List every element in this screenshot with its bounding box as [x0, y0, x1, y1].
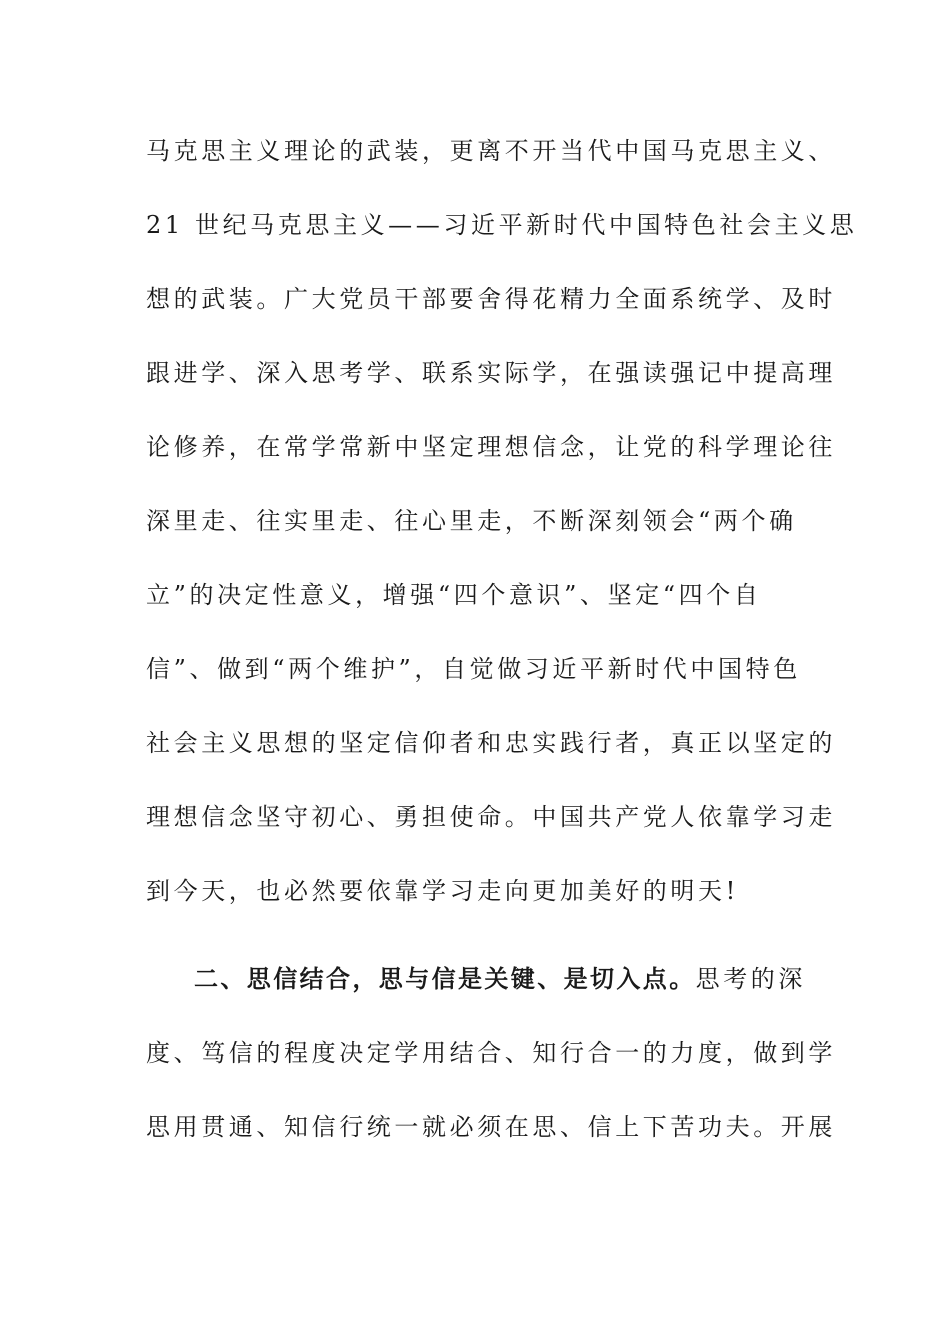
body-line-7: 立”的决定性意义，增强“四个意识”、坚定“四个自	[146, 581, 762, 609]
body-line-4: 跟进学、深入思考学、联系实际学，在强读强记中提高理	[146, 359, 836, 387]
body-line-5: 论修养，在常学常新中坚定理想信念，让党的科学理论往	[146, 433, 836, 461]
section-2-heading: 二、思信结合，思与信是关键、是切入点。	[194, 964, 696, 993]
section-2-first-line-rest: 思考的深	[695, 965, 807, 993]
section-2-line-3: 思用贯通、知信行统一就必须在思、信上下苦功夫。开展	[146, 1113, 836, 1141]
body-line-6: 深里走、往实里走、往心里走，不断深刻领会“两个确	[146, 507, 797, 535]
body-line-2: 21 世纪马克思主义——习近平新时代中国特色社会主义思	[146, 211, 858, 239]
body-line-11: 到今天，也必然要依靠学习走向更加美好的明天!	[146, 877, 739, 905]
section-2-first-line	[194, 964, 854, 994]
section-2-line-2: 度、笃信的程度决定学用结合、知行合一的力度，做到学	[146, 1039, 836, 1067]
body-line-9: 社会主义思想的坚定信仰者和忠实践行者，真正以坚定的	[146, 729, 836, 757]
body-line-10: 理想信念坚守初心、勇担使命。中国共产党人依靠学习走	[146, 803, 836, 831]
body-line-3: 想的武装。广大党员干部要舍得花精力全面系统学、及时	[146, 285, 836, 313]
body-line-1: 马克思主义理论的武装，更离不开当代中国马克思主义、	[146, 137, 836, 165]
body-line-8: 信”、做到“两个维护”，自觉做习近平新时代中国特色	[146, 655, 801, 683]
